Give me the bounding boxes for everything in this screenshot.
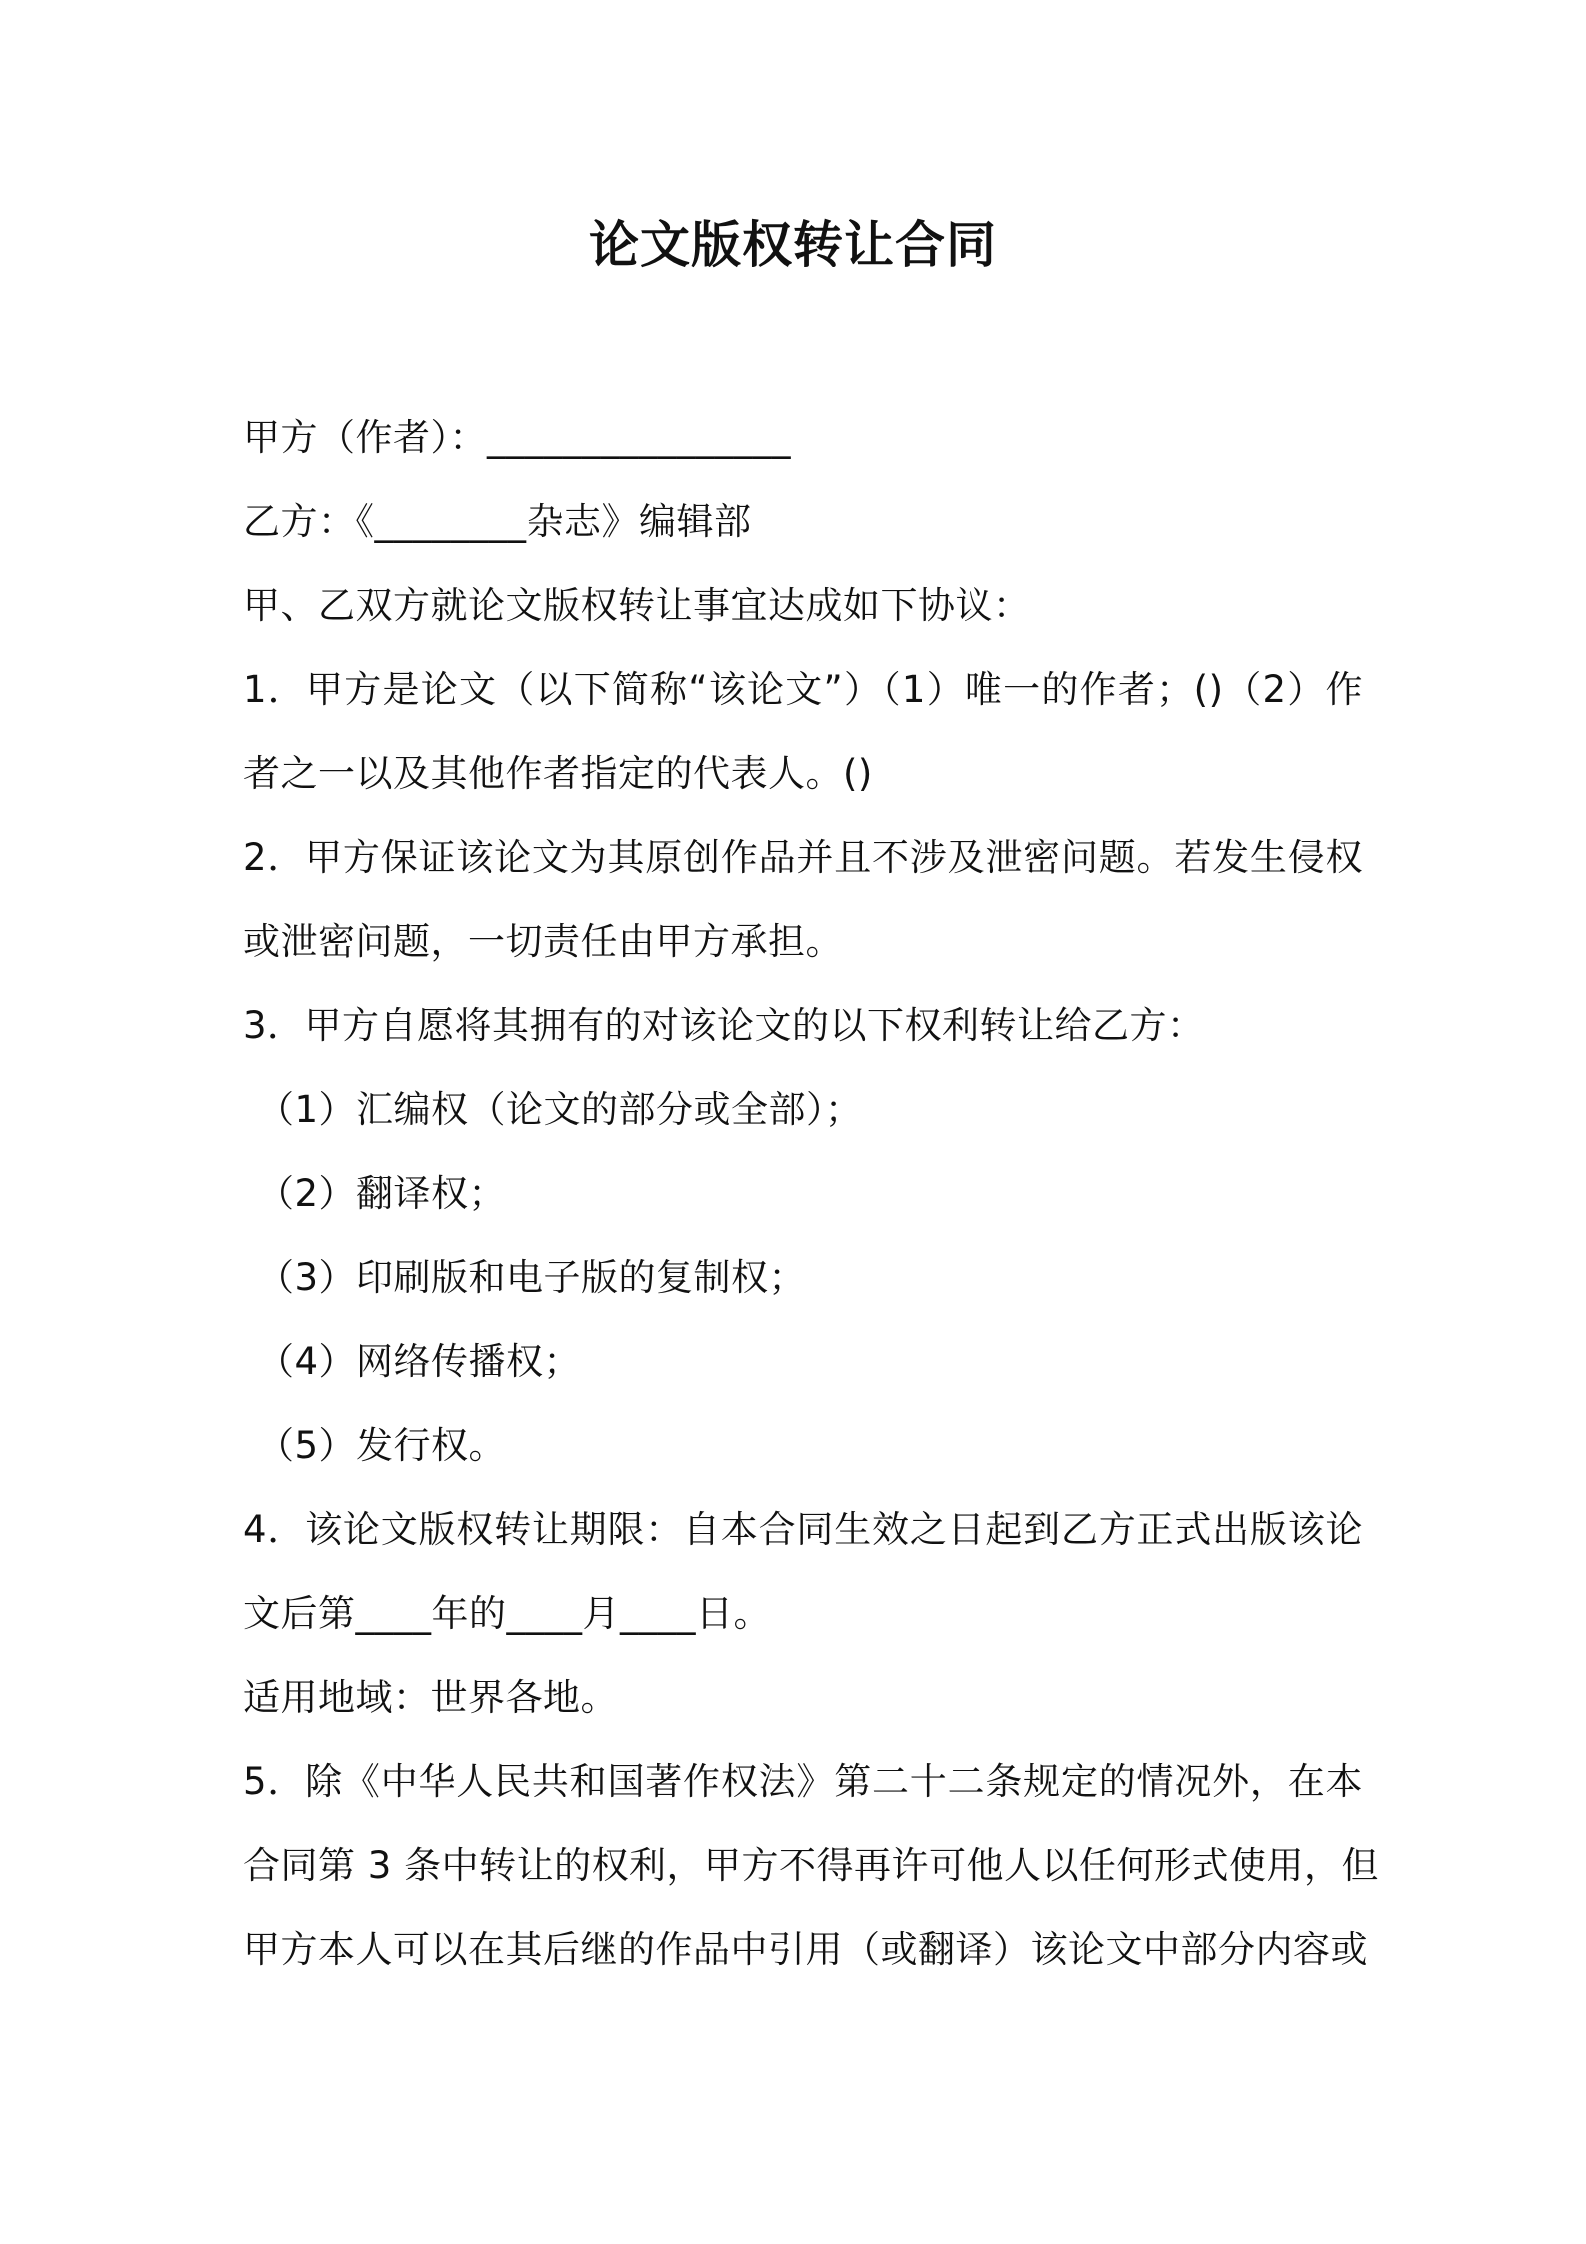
party-a-line: 甲方（作者）：________________ xyxy=(243,416,791,459)
clause-2-line-1: 2．甲方保证该论文为其原创作品并且不涉及泄密问题。若发生侵权 xyxy=(243,836,1363,879)
right-item-5: （5）发行权。 xyxy=(257,1424,507,1467)
clause-1-line-1: 1．甲方是论文（以下简称“该论文”）（1）唯一的作者；()（2）作 xyxy=(243,668,1363,711)
right-item-4: （4）网络传播权； xyxy=(257,1340,582,1383)
agreement-intro: 甲、乙双方就论文版权转让事宜达成如下协议： xyxy=(243,584,1031,627)
clause-2-line-2: 或泄密问题，一切责任由甲方承担。 xyxy=(243,920,843,963)
clause-4-line-1: 4．该论文版权转让期限：自本合同生效之日起到乙方正式出版该论 xyxy=(243,1508,1363,1551)
clause-1-line-2: 者之一以及其他作者指定的代表人。() xyxy=(243,752,873,795)
clause-5-line-2: 合同第 3 条中转让的权利，甲方不得再许可他人以任何形式使用，但 xyxy=(243,1844,1380,1887)
clause-3-line: 3．甲方自愿将其拥有的对该论文的以下权利转让给乙方： xyxy=(243,1004,1205,1047)
party-b-line: 乙方：《________杂志》编辑部 xyxy=(243,500,752,543)
territory-line: 适用地域：世界各地。 xyxy=(243,1676,618,1719)
right-item-2: （2）翻译权； xyxy=(257,1172,507,1215)
right-item-1: （1）汇编权（论文的部分或全部）； xyxy=(257,1088,863,1131)
document-body xyxy=(243,396,1380,1992)
document-title: 论文版权转让合同 xyxy=(589,216,997,274)
clause-4-line-2: 文后第____年的____月____日。 xyxy=(243,1592,771,1635)
clause-5-line-3: 甲方本人可以在其后继的作品中引用（或翻译）该论文中部分内容或 xyxy=(243,1928,1368,1971)
right-item-3: （3）印刷版和电子版的复制权； xyxy=(257,1256,807,1299)
clause-5-line-1: 5．除《中华人民共和国著作权法》第二十二条规定的情况外，在本 xyxy=(243,1760,1363,1803)
